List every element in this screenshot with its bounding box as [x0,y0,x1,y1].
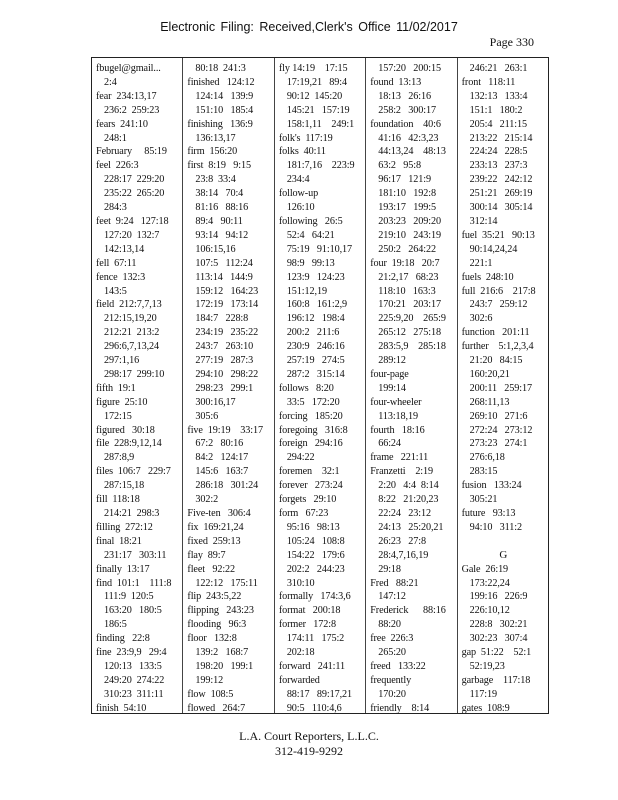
index-continuation: 23:8 33:4 [195,174,236,186]
index-continuation: 199:16 226:9 [469,591,528,603]
index-continuation: 268:11,13 [469,396,510,408]
index-continuation: 90:5 110:4,6 [286,702,342,713]
index-entry: front 118:11 [461,76,516,88]
index-continuation: 88:17 89:17,21 [286,688,352,700]
index-entry: fix 169:21,24 [187,521,244,533]
index-column-2 [183,58,274,713]
index-continuation: 17:19,21 89:4 [286,76,348,88]
index-continuation: 297:1,16 [104,355,140,367]
index-continuation: 160:8 161:2,9 [286,299,348,311]
index-entry: form 67:23 [278,508,329,519]
index-entry: fleet 92:22 [187,563,236,575]
index-entry: finishing 136:9 [187,118,253,130]
index-continuation: 174:11 175:2 [286,633,345,645]
index-entry: first 8:19 9:15 [187,160,251,172]
index-entry: freed 133:22 [370,660,426,672]
index-entry: flay 89:7 [187,549,226,561]
index-continuation: 284:3 [104,202,127,214]
index-column-3 [275,58,366,713]
index-entry: fears 241:10 [96,118,148,130]
index-continuation: 159:12 164:23 [195,285,259,297]
index-entry [462,535,545,549]
index-entry: Frederick 88:16 [370,605,446,617]
index-continuation: 173:22,24 [469,577,510,589]
index-continuation: 163:20 180:5 [104,605,162,617]
index-continuation: 151:12,19 [286,285,327,297]
index-entry: flipping 243:23 [187,605,254,617]
index-continuation: 151:1 180:2 [469,104,523,116]
index-entry: Five-ten 306:4 [187,508,251,519]
index-continuation: 287:2 315:14 [286,368,345,380]
index-continuation: 143:5 [104,285,127,297]
index-entry: finished 124:12 [187,76,255,88]
index-entry: fence 132:3 [96,271,146,283]
index-continuation: 283:5,9 285:18 [378,341,446,353]
index-continuation: 298:17 299:10 [104,368,165,380]
index-entry: flow 108:5 [187,688,234,700]
index-continuation: 310:23 311:11 [104,688,164,700]
index-continuation: 113:18,19 [378,410,418,422]
index-entry: frame 221:11 [370,452,429,464]
index-continuation: 117:19 [469,688,497,700]
index-continuation: 302:6 [469,313,493,325]
index-entry: four 19:18 20:7 [370,257,440,269]
index-continuation: 105:24 108:8 [286,535,345,547]
index-entry: follow-up [278,188,319,200]
index-entry: former 172:8 [278,619,336,631]
index-entry: fuel 35:21 90:13 [461,229,535,241]
index-entry: finish 54:10 [96,702,147,713]
index-continuation: 246:21 263:1 [469,63,528,74]
index-continuation: 127:20 132:7 [104,229,160,241]
index-entry: forever 273:24 [278,480,343,492]
index-continuation: 90:12 145:20 [286,90,343,102]
index-entry: finally 13:17 [96,563,150,575]
index-continuation: 196:12 198:4 [286,313,345,325]
index-continuation: 221:1 [469,257,493,269]
index-continuation: 225:9,20 265:9 [378,313,446,325]
index-entry: folk's 117:19 [278,132,333,144]
index-entry: finding 22:8 [96,633,150,645]
index-continuation: 235:22 265:20 [104,188,165,200]
index-continuation: 202:2 244:23 [286,563,345,575]
index-continuation: 251:21 269:19 [469,188,533,200]
index-entry: field 212:7,7,13 [96,299,162,311]
word-index-table [91,57,549,714]
index-continuation: 63:2 95:8 [378,160,421,172]
index-continuation: 118:10 163:3 [378,285,436,297]
index-entry: free 226:3 [370,633,414,645]
index-continuation: 22:24 23:12 [378,508,431,519]
index-continuation: 139:2 168:7 [195,647,249,659]
index-entry: formally 174:3,6 [278,591,351,603]
reporter-name: L.A. Court Reporters, L.L.C. [239,729,379,743]
index-continuation: 145:6 163:7 [195,466,249,478]
index-entry: flowed 264:7 [187,702,246,713]
index-continuation: 230:9 246:16 [286,341,345,353]
page-number: Page 330 [489,35,534,49]
index-continuation: 147:12 [378,591,406,603]
index-continuation: 199:12 [195,674,224,686]
index-entry: forward 241:11 [278,660,346,672]
index-continuation: 294:10 298:22 [195,368,259,380]
index-continuation: 8:22 21:20,23 [378,494,439,506]
index-entry: forcing 185:20 [278,410,343,422]
index-column-1 [92,58,183,713]
index-continuation: 136:13,17 [195,132,236,144]
index-entry: filling 272:12 [96,521,153,533]
index-continuation: 81:16 88:16 [195,202,249,214]
index-continuation: 44:13,24 48:13 [378,146,446,158]
index-continuation: 302:23 307:4 [469,633,528,645]
index-continuation: 243:7 259:12 [469,299,528,311]
index-continuation: 184:7 228:8 [195,313,249,325]
index-continuation: 172:15 [104,410,132,422]
index-entry: following 26:5 [278,215,343,227]
index-entry: garbage 117:18 [461,674,531,686]
index-entry: Franzetti 2:19 [370,466,434,478]
index-entry: firm 156:20 [187,146,238,158]
index-continuation: 38:14 70:4 [195,188,244,200]
index-entry: fourth 18:16 [370,424,425,436]
index-entry: future 93:13 [461,508,516,519]
index-continuation: 231:17 303:11 [104,549,167,561]
index-continuation: 228:17 229:20 [104,174,165,186]
index-entry: Gale 26:19 [461,563,509,575]
index-continuation: 93:14 94:12 [195,229,249,241]
index-continuation: 258:2 300:17 [378,104,436,116]
index-continuation: 234:19 235:22 [195,327,259,339]
index-continuation: 90:14,24,24 [469,243,518,255]
index-continuation: 122:12 175:11 [195,577,258,589]
index-entry: fine 23:9,9 29:4 [96,647,167,659]
index-continuation: 269:10 271:6 [469,410,528,422]
index-entry: Fred 88:21 [370,577,419,589]
index-column-5 [458,58,548,713]
index-continuation: 18:13 26:16 [378,90,431,102]
index-continuation: 300:14 305:14 [469,202,533,214]
index-entry: format 200:18 [278,605,341,617]
index-entry: five 19:19 33:17 [187,424,263,436]
index-entry: figure 25:10 [96,396,148,408]
index-continuation: 96:17 121:9 [378,174,431,186]
index-continuation: 28:4,7,16,19 [378,549,429,561]
index-continuation: 214:21 298:3 [104,508,160,519]
index-continuation: 287:8,9 [104,452,135,464]
index-entry: folks 40:11 [278,146,326,158]
index-entry: fusion 133:24 [461,480,522,492]
index-continuation: 170:20 [378,688,406,700]
index-continuation: 158:1,11 249:1 [286,118,355,130]
index-continuation: 126:10 [286,202,315,214]
index-continuation: 198:20 199:1 [195,660,254,672]
index-continuation: 123:9 124:23 [286,271,345,283]
index-continuation: 120:13 133:5 [104,660,162,672]
index-continuation: 250:2 264:22 [378,243,436,255]
index-entry: flip 243:5,22 [187,591,242,603]
index-entry: fear 234:13,17 [96,90,157,102]
index-entry: find 101:1 111:8 [96,577,172,589]
index-entry: foundation 40:6 [370,118,441,130]
index-continuation: 310:10 [286,577,315,589]
index-entry: frequently [370,674,412,686]
index-continuation: 111:9 120:5 [104,591,154,603]
section-letter: G [499,548,508,561]
index-continuation: 132:13 133:4 [469,90,528,102]
index-entry: fill 118:18 [96,494,140,506]
index-entry: fixed 259:13 [187,535,241,547]
index-continuation: 287:15,18 [104,480,145,492]
index-continuation: 157:20 200:15 [378,63,441,74]
index-entry: foremen 32:1 [278,466,340,478]
index-continuation: 248:1 [104,132,127,144]
index-continuation: 160:20,21 [469,368,510,380]
index-continuation: 239:22 242:12 [469,174,533,186]
index-continuation: 294:22 [286,452,315,464]
index-continuation: 283:15 [469,466,498,478]
index-entry: four-page [370,368,409,380]
index-continuation: 203:23 209:20 [378,215,441,227]
index-continuation: 2:20 4:4 8:14 [378,480,439,492]
index-continuation: 212:15,19,20 [104,313,157,325]
index-continuation: 84:2 124:17 [195,452,249,464]
index-entry: files 106:7 229:7 [96,466,171,478]
index-entry: fbugel@gmail... [96,63,161,74]
index-entry: fell 67:11 [96,257,137,269]
index-continuation: 113:14 144:9 [195,271,253,283]
index-continuation: 94:10 311:2 [469,521,522,533]
index-entry: gap 51:22 52:1 [461,647,532,659]
index-continuation: 224:24 228:5 [469,146,528,158]
index-continuation: 172:19 173:14 [195,299,259,311]
index-continuation: 98:9 99:13 [286,257,335,269]
index-continuation: 202:18 [286,647,315,659]
index-entry: forgets 29:10 [278,494,337,506]
index-continuation: 305:6 [195,410,219,422]
filing-header: Electronic Filing: Received,Clerk's Office 11/02/2017 [160,20,458,34]
reporter-phone: 312-419-9292 [275,744,343,758]
index-entry: foregoing 316:8 [278,424,348,436]
index-continuation: 200:11 259:17 [469,382,532,394]
index-continuation: 154:22 179:6 [286,549,345,561]
index-continuation: 236:2 259:23 [104,104,160,116]
index-continuation: 233:13 237:3 [469,160,528,172]
index-continuation: 228:8 302:21 [469,619,528,631]
index-continuation: 151:10 185:4 [195,104,254,116]
index-entry: fly 14:19 17:15 [278,63,348,74]
index-continuation: 181:10 192:8 [378,188,436,200]
index-entry: final 18:21 [96,535,142,547]
index-continuation: 95:16 98:13 [286,521,340,533]
index-entry: full 216:6 217:8 [461,285,536,297]
index-continuation: 193:17 199:5 [378,202,436,214]
index-continuation: 276:6,18 [469,452,505,464]
index-continuation: 199:14 [378,382,406,394]
index-continuation: 265:12 275:18 [378,327,441,339]
index-continuation: 186:5 [104,619,127,631]
index-entry: further 5:1,2,3,4 [461,341,534,353]
index-continuation: 67:2 80:16 [195,438,244,450]
index-continuation: 205:4 211:15 [469,118,527,130]
index-continuation: 273:23 274:1 [469,438,528,450]
index-entry: fifth 19:1 [96,382,136,394]
index-continuation: 296:6,7,13,24 [104,341,160,353]
index-continuation: 52:4 64:21 [286,229,335,241]
index-continuation: 66:24 [378,438,401,450]
index-continuation: 24:13 25:20,21 [378,521,444,533]
index-entry: fuels 248:10 [461,271,514,283]
index-entry: gates 108:9 [461,702,510,713]
index-continuation: 170:21 203:17 [378,299,441,311]
index-entry: file 228:9,12,14 [96,438,162,450]
index-continuation: 21:20 84:15 [469,355,523,367]
index-continuation: 145:21 157:19 [286,104,350,116]
index-entry: follows 8:20 [278,382,334,394]
index-continuation: 142:13,14 [104,243,145,255]
index-continuation: 265:20 [378,647,406,659]
index-entry: figured 30:18 [96,424,155,436]
index-continuation: 234:4 [286,174,310,186]
index-continuation: 2:4 [104,76,117,88]
index-entry: friendly 8:14 [370,702,430,713]
index-continuation: 249:20 274:22 [104,674,165,686]
index-entry: feet 9:24 127:18 [96,215,169,227]
index-column-4 [366,58,457,713]
index-entry: foreign 294:16 [278,438,343,450]
index-continuation: 124:14 139:9 [195,90,254,102]
index-entry: flooding 96:3 [187,619,247,631]
index-continuation: 52:19,23 [469,660,505,672]
index-continuation: 298:23 299:1 [195,382,254,394]
index-continuation: 80:18 241:3 [195,63,246,74]
index-continuation: 289:12 [378,355,406,367]
footer [0,729,618,759]
index-entry: four-wheeler [370,396,422,408]
index-continuation: 219:10 243:19 [378,229,441,241]
index-entry: feel 226:3 [96,160,139,172]
index-continuation: 88:20 [378,619,401,631]
index-continuation: 75:19 91:10,17 [286,243,352,255]
index-entry: floor 132:8 [187,633,237,645]
index-entry: function 201:11 [461,327,530,339]
index-continuation: 302:2 [195,494,219,506]
index-continuation: 106:15,16 [195,243,236,255]
index-continuation: 41:16 42:3,23 [378,132,439,144]
index-continuation: 181:7,16 223:9 [286,160,355,172]
index-continuation: 200:2 211:6 [286,327,340,339]
index-continuation: 213:22 215:14 [469,132,533,144]
index-continuation: 300:16,17 [195,396,236,408]
index-continuation: 21:2,17 68:23 [378,271,439,283]
index-continuation: 257:19 274:5 [286,355,345,367]
index-continuation: 286:18 301:24 [195,480,259,492]
index-continuation: 26:23 27:8 [378,535,426,547]
index-continuation: 107:5 112:24 [195,257,253,269]
index-continuation: 305:21 [469,494,498,506]
index-continuation: 243:7 263:10 [195,341,254,353]
index-entry: forwarded [278,674,320,686]
index-continuation: 226:10,12 [469,605,510,617]
index-continuation: 277:19 287:3 [195,355,254,367]
index-entry: February 85:19 [96,146,167,158]
index-continuation: 89:4 90:11 [195,215,243,227]
index-continuation: 212:21 213:2 [104,327,160,339]
index-continuation: 312:14 [469,215,498,227]
index-continuation: 33:5 172:20 [286,396,340,408]
index-continuation: 29:18 [378,563,401,575]
index-entry: found 13:13 [370,76,422,88]
index-continuation: 272:24 273:12 [469,424,533,436]
